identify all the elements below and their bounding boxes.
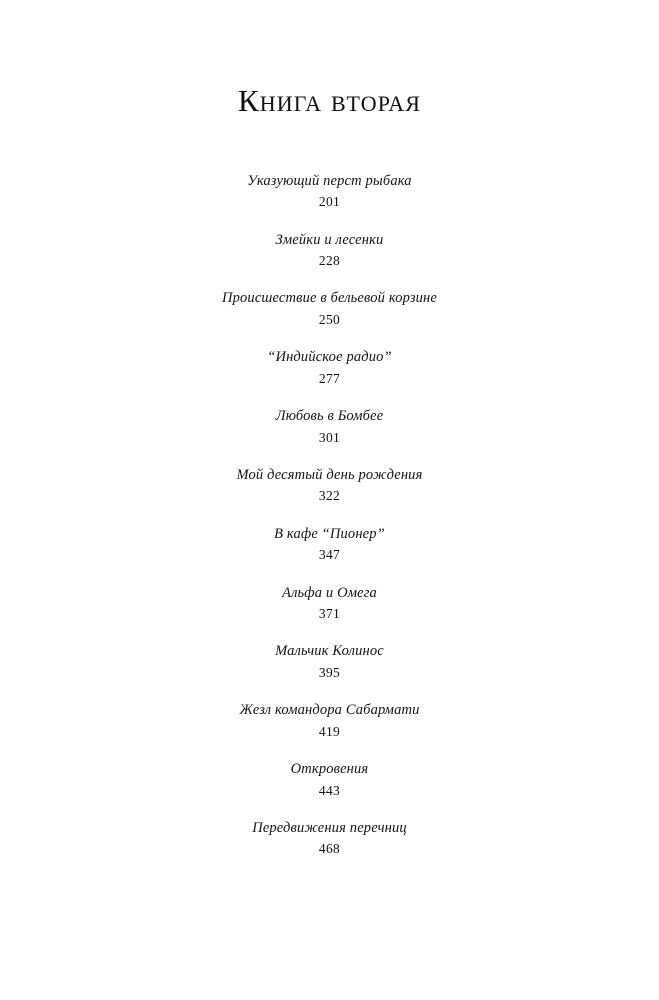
- toc-entry-title: Любовь в Бомбее: [275, 408, 384, 425]
- toc-entry: [239, 701, 419, 742]
- toc-entry: [275, 642, 384, 683]
- toc-entry: [291, 760, 369, 801]
- toc-entry: [222, 289, 437, 330]
- toc-entry-page: 468: [318, 841, 341, 857]
- toc-entry-title: “Индийское радио”: [267, 349, 392, 366]
- toc-entry-page: 250: [318, 312, 341, 328]
- toc-entry-title: Откровения: [290, 760, 369, 777]
- toc-entry: [237, 466, 423, 507]
- toc-entry-page: 322: [318, 488, 341, 504]
- toc-entry-title: Мальчик Колинос: [275, 643, 384, 660]
- toc-entry: [276, 407, 384, 448]
- table-of-contents: [0, 172, 659, 860]
- toc-entry-page: 419: [318, 723, 341, 739]
- toc-entry-page: 201: [318, 194, 341, 210]
- toc-entry-page: 371: [318, 606, 341, 622]
- toc-entry-title: В кафе “Пионер”: [274, 525, 385, 542]
- toc-entry-title: Жезл командора Сабармати: [239, 702, 420, 719]
- toc-entry: [267, 348, 392, 389]
- toc-entry-title: Происшествие в бельевой корзине: [222, 290, 437, 307]
- toc-entry-page: 301: [318, 429, 341, 445]
- toc-entry: [274, 525, 385, 566]
- toc-entry: [247, 172, 411, 213]
- toc-entry-title: Альфа и Омега: [282, 584, 377, 601]
- toc-entry: [276, 231, 384, 272]
- toc-entry-page: 347: [318, 547, 341, 563]
- page-title: Книга вторая: [237, 83, 421, 118]
- toc-entry: [252, 819, 407, 860]
- toc-entry-page: 228: [318, 253, 341, 269]
- toc-entry-page: 395: [318, 664, 341, 680]
- toc-entry-page: 277: [318, 370, 341, 386]
- toc-entry: [282, 584, 377, 625]
- toc-entry-title: Передвижения перечниц: [252, 819, 407, 836]
- toc-entry-title: Указующий перст рыбака: [247, 172, 412, 189]
- toc-entry-page: 443: [318, 782, 341, 798]
- toc-entry-title: Змейки и лесенки: [275, 231, 384, 248]
- toc-entry-title: Мой десятый день рождения: [236, 466, 423, 483]
